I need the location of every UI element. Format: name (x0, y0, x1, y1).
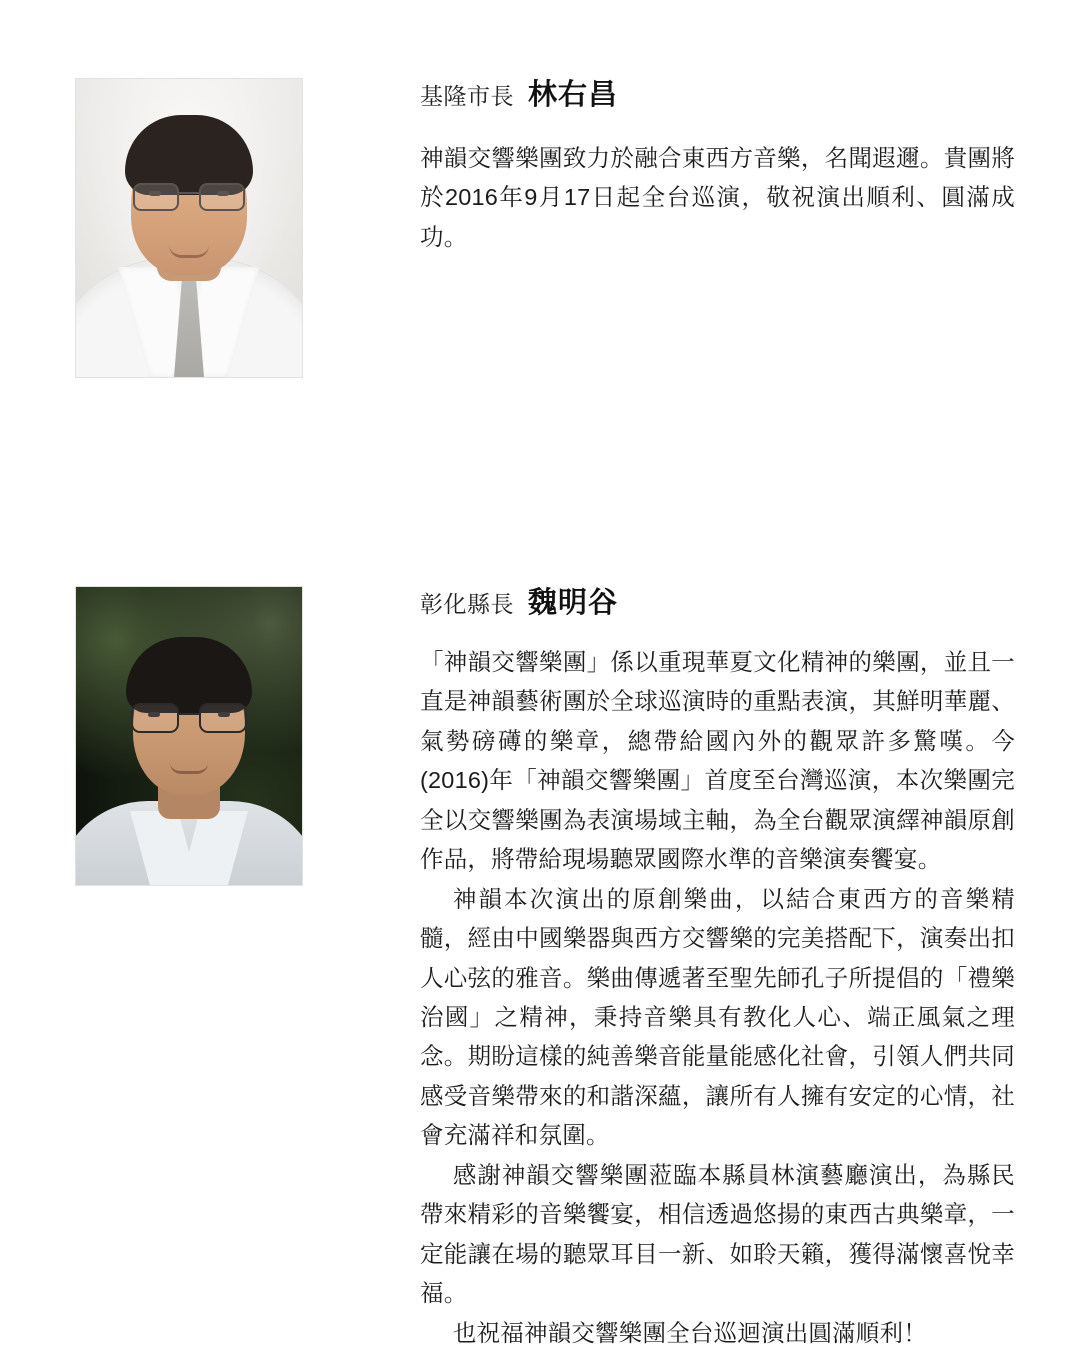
person-title: 彰化縣長 (420, 591, 514, 617)
portrait-photo (75, 586, 303, 886)
attribution-line (420, 586, 1015, 621)
glasses-lens-right (199, 183, 245, 211)
testimonial-paragraph: 也祝福神韻交響樂團全台巡迴演出圓滿順利！ (452, 1319, 927, 1346)
testimonial-content (420, 78, 1015, 257)
testimonial-paragraph: 「神韻交響樂團」係以重現華夏文化精神的樂團，並且一直是神韻藝術團於全球巡演時的重點表演，其鮮明華麗、氣勢磅礡的樂章，總帶給國內外的觀眾許多驚嘆。今(2016)年「神韻交響樂團」首度至台灣巡演，本次樂團完全以交響樂團為表演場域主軸，為全台觀眾演繹神韻原創作品，將帶給現場聽眾國際水準的音樂演奏饗宴。 (420, 648, 1015, 873)
glasses-lens-left (133, 183, 179, 211)
portrait-glasses (133, 183, 245, 209)
glasses-lens-right (199, 703, 247, 733)
testimonial-entry (75, 586, 1015, 1353)
attribution-line (420, 78, 1015, 113)
person-name: 林右昌 (528, 79, 619, 111)
testimonial-entry (75, 78, 1015, 378)
person-name: 魏明谷 (528, 587, 619, 619)
portrait-mouth (170, 763, 208, 774)
testimonial-paragraph: 神韻交響樂團致力於融合東西方音樂，名聞遐邇。貴團將於2016年9月17日起全台巡演，敬祝演出順利、圓滿成功。 (420, 144, 1015, 250)
portrait-photo (75, 78, 303, 378)
person-title: 基隆市長 (420, 83, 514, 109)
glasses-bridge (177, 192, 201, 194)
glasses-lens-left (131, 703, 179, 733)
testimonial-content (420, 586, 1015, 1353)
portrait-glasses (131, 703, 247, 731)
testimonial-paragraph: 神韻本次演出的原創樂曲，以結合東西方的音樂精髓，經由中國樂器與西方交響樂的完美搭配下，演奏出扣人心弦的雅音。樂曲傳遞著至聖先師孔子所提倡的「禮樂治國」之精神，秉持音樂具有教化人心、端正風氣之理念。期盼這樣的純善樂音能量能感化社會，引領人們共同感受音樂帶來的和諧深蘊，讓所有人擁有安定的心情，社會充滿祥和氛圍。 (420, 885, 1015, 1149)
testimonial-paragraph: 感謝神韻交響樂團蒞臨本縣員林演藝廳演出，為縣民帶來精彩的音樂饗宴，相信透過悠揚的東西古典樂章，一定能讓在場的聽眾耳目一新、如聆天籟，獲得滿懷喜悅幸福。 (420, 1161, 1015, 1307)
glasses-bridge (177, 713, 201, 715)
